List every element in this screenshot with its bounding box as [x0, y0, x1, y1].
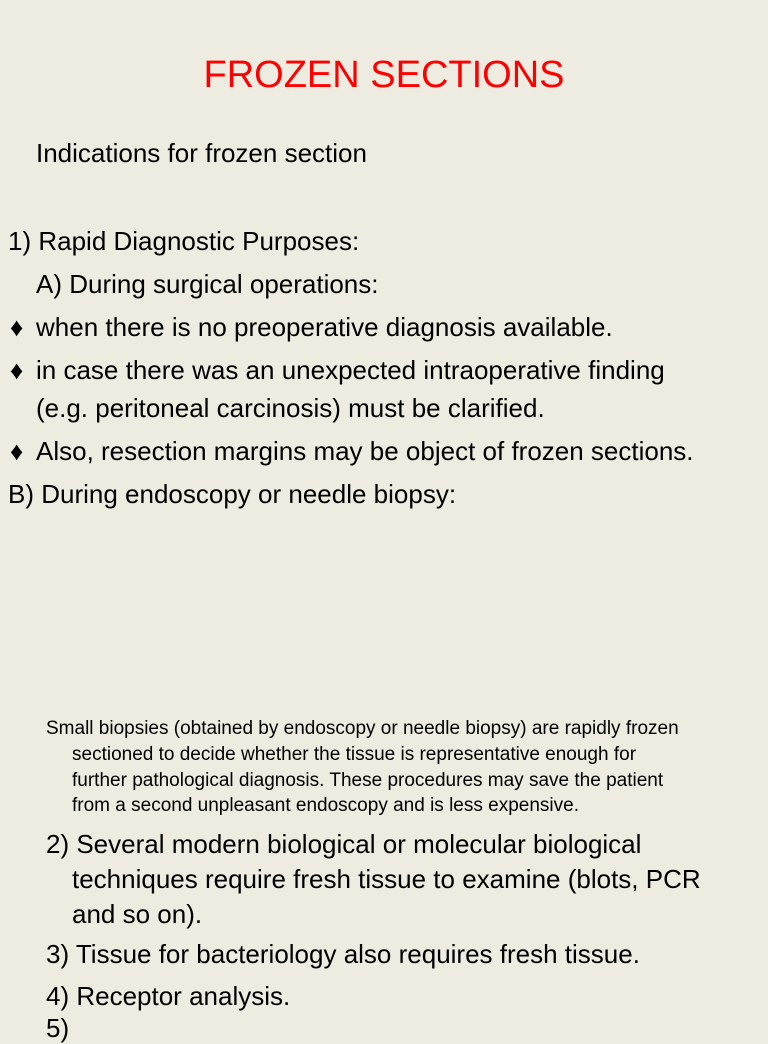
- note-line-1: Small biopsies (obtained by endoscopy or needle biopsy) are rapidly frozen: [46, 718, 679, 739]
- item-3: 3) Tissue for bacteriology also requires fresh tissue.: [46, 939, 640, 969]
- diamond-bullet-icon: ♦: [10, 312, 24, 342]
- note-line-3: further pathological diagnosis. These procedures may save the patient: [72, 770, 664, 791]
- diamond-bullet-icon: ♦: [10, 436, 24, 466]
- note-line-4: from a second unpleasant endoscopy and is less expensive.: [72, 795, 579, 816]
- bullet-text-3: Also, resection margins may be object of frozen sections.: [36, 436, 694, 466]
- item-2-line-3: and so on).: [72, 899, 203, 929]
- sub-a-heading: A) During surgical operations:: [36, 269, 379, 299]
- section-1-heading: 1) Rapid Diagnostic Purposes:: [8, 226, 360, 256]
- sub-b-heading: B) During endoscopy or needle biopsy:: [8, 479, 457, 509]
- note-line-2: sectioned to decide whether the tissue is representative enough for: [72, 744, 637, 765]
- bullet-text-1: when there is no preoperative diagnosis available.: [36, 312, 613, 342]
- item-2-line-1: 2) Several modern biological or molecular biological: [46, 829, 642, 859]
- bullet-item-1: [10, 311, 613, 343]
- item-2-line-2: techniques require fresh tissue to examine (blots, PCR: [72, 864, 701, 894]
- item-4: 4) Receptor analysis.: [46, 981, 291, 1011]
- bullet-item-3: [10, 435, 694, 467]
- bullet-text-2: in case there was an unexpected intraoperative finding: [36, 355, 665, 385]
- item-5-partial: 5): [46, 1013, 70, 1043]
- slide-title: FROZEN SECTIONS: [203, 54, 565, 96]
- bullet-item-2: [10, 354, 665, 386]
- subtitle: Indications for frozen section: [36, 138, 367, 168]
- diamond-bullet-icon: ♦: [10, 355, 24, 385]
- bullet-text-2-continuation: (e.g. peritoneal carcinosis) must be clarified.: [36, 393, 545, 423]
